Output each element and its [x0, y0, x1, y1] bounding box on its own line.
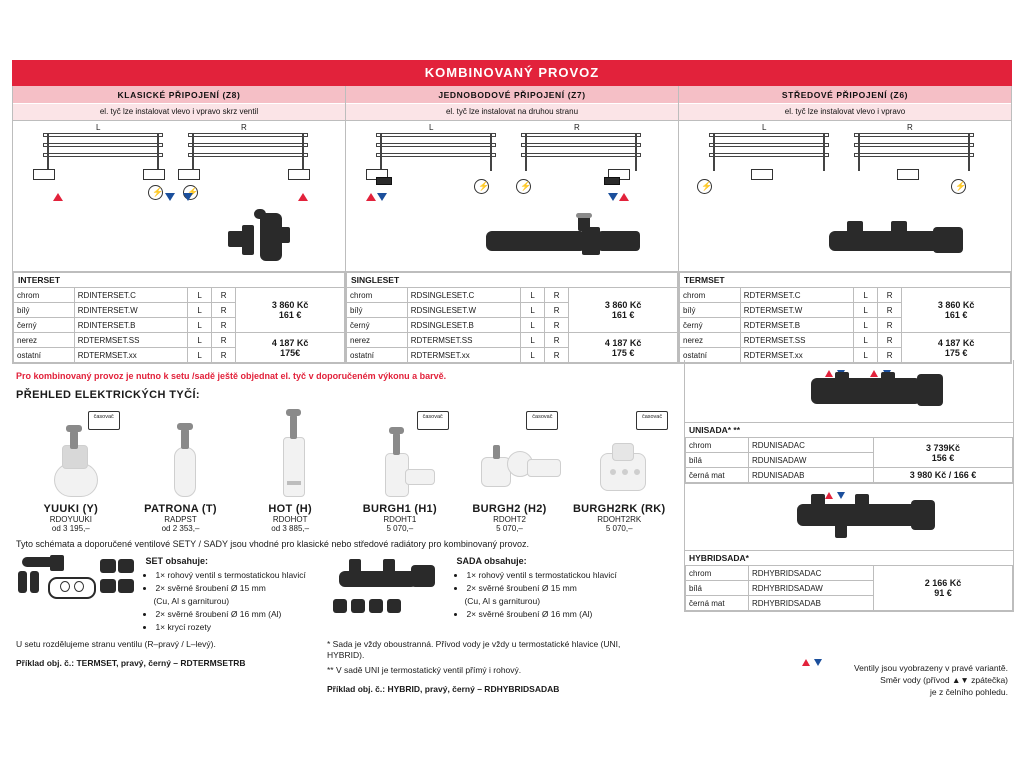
price-czk: 4 187 Kč [271, 337, 309, 348]
table-row [680, 288, 1011, 303]
price-czk: 3 860 Kč [604, 300, 642, 310]
cell-color: bílý [14, 303, 75, 318]
cell-price-top [902, 288, 1011, 333]
bolt-icon: ⚡ [187, 187, 199, 197]
table-interset [13, 287, 345, 363]
cell-code: RDTERMSET.W [740, 303, 853, 318]
arrow-down-icon [165, 193, 175, 201]
closing-note [678, 662, 1008, 698]
set-list [145, 555, 315, 634]
page-title: KOMBINOVANÝ PROVOZ [12, 60, 1012, 86]
rod-price: od 3 195,– [51, 524, 90, 533]
label-right: R [907, 123, 913, 132]
price-tables [12, 272, 1012, 364]
sada-footnote-2: ** V sadě UNI je termostatický ventil přímý i rohový. [327, 665, 522, 675]
closing-line-2: Směr vody (přívod ▲▼ zpátečka) [880, 675, 1008, 685]
rod-name: BURGH1 (H1) [362, 503, 437, 515]
cell-code: RDINTERSET.W [74, 303, 187, 318]
cell-color: černý [14, 318, 75, 333]
valve-left-2 [143, 169, 165, 180]
timer-badge: časovač [526, 411, 558, 430]
cell-r: R [878, 348, 902, 363]
cell-r: R [878, 303, 902, 318]
bolt-icon: ⚡ [152, 187, 164, 197]
cell-l: L [521, 333, 545, 348]
rod-hot [235, 407, 345, 533]
schematic-classic [13, 121, 345, 272]
product-photo-termset [829, 219, 979, 263]
cell-l: L [188, 348, 212, 363]
radiator-left [376, 133, 496, 181]
cell-code: RDHYBRIDSADAC [749, 566, 874, 581]
rods-section-title: PŘEHLED ELEKTRICKÝCH TYČÍ: [16, 389, 200, 401]
rod-image [345, 407, 455, 503]
rod-burgh1 [345, 407, 455, 533]
cell-r: R [212, 318, 236, 333]
closing-line-1: Ventily jsou vyobrazeny v pravé variantě. [853, 663, 1008, 673]
sub-note: Tyto schémata a doporučené ventilové SETY / SADY jsou vhodné pro klasické nebo středové radiátory pro kombinovaný provoz. [16, 539, 529, 549]
cell-color: chrom [686, 438, 749, 453]
cell-code: RDUNISADAW [749, 453, 874, 468]
cell-price-bottom [569, 333, 678, 363]
cell-price [874, 438, 1013, 468]
rod-price: 5 070,– [496, 524, 523, 533]
rod-name: PATRONA (T) [144, 503, 217, 515]
rod-code: RDOHT2RK [597, 515, 642, 524]
table-hybridsada [685, 565, 1013, 611]
price-eur: 156 € [931, 452, 955, 463]
cell-color: černá mat [686, 468, 749, 483]
cell-l: L [521, 318, 545, 333]
arrow-up-icon [298, 193, 308, 201]
cell-r: R [545, 318, 569, 333]
cell-price-bottom [236, 333, 345, 363]
cell-color: chrom [680, 288, 741, 303]
column-head-label: JEDNOBODOVÉ PŘIPOJENÍ (Z7) [346, 86, 678, 104]
cell-color: chrom [347, 288, 408, 303]
cell-l: L [188, 333, 212, 348]
cell-code: RDSINGLESET.B [407, 318, 520, 333]
table-row [347, 333, 678, 348]
cell-l: L [521, 303, 545, 318]
cell-r: R [212, 288, 236, 303]
arrow-up-icon [870, 370, 878, 377]
cell-r: R [212, 303, 236, 318]
column-heads [12, 86, 1012, 272]
unisada-title: UNISADA* ** [685, 422, 1013, 437]
price-eur: 161 € [611, 310, 635, 320]
rod-code: RDOHT1 [383, 515, 417, 524]
rod-code: RADPST [164, 515, 197, 524]
cell-color: nerez [680, 333, 741, 348]
cell-r: R [878, 318, 902, 333]
arrow-down-icon [837, 492, 845, 499]
rod-burgh2 [455, 407, 565, 533]
cell-color: nerez [14, 333, 75, 348]
cell-r: R [212, 348, 236, 363]
label-right: R [574, 123, 580, 132]
arrow-up-icon [619, 193, 629, 201]
cell-color: ostatní [680, 348, 741, 363]
set-block [16, 555, 321, 694]
table-termset [679, 287, 1011, 363]
cell-code: RDSINGLESET.W [407, 303, 520, 318]
set-photo [16, 555, 141, 635]
timer-badge: časovač [88, 411, 120, 430]
cell-r: R [212, 333, 236, 348]
sada-item: (Cu, Al s garniturou) [464, 596, 541, 606]
price-eur: 161 € [944, 310, 968, 320]
cell-code: RDHYBRIDSADAB [749, 596, 874, 611]
cell-color: černá mat [686, 596, 749, 611]
cell-l: L [854, 318, 878, 333]
cell-color: nerez [347, 333, 408, 348]
product-photo-singleset [486, 213, 646, 263]
sada-block [327, 555, 632, 694]
table-row [14, 288, 345, 303]
cell-code: RDTERMSET.SS [740, 333, 853, 348]
cell-color: bílý [680, 303, 741, 318]
hybridsada-title: HYBRIDSADA* [685, 550, 1013, 565]
timer-badge: časovač [636, 411, 668, 430]
sada-example: Příklad obj. č.: HYBRID, pravý, černý – RDHYBRIDSADAB [327, 684, 560, 694]
cell-price-top [569, 288, 678, 333]
bolt-icon: ⚡ [701, 181, 713, 191]
sada-title: SADA obsahuje: [456, 556, 527, 566]
label-left: L [429, 123, 434, 132]
rod-image [235, 407, 345, 503]
cell-price-2: 3 980 Kč / 166 € [874, 468, 1013, 483]
rod-price: od 3 885,– [271, 524, 310, 533]
hybridsada-photo [685, 483, 1013, 550]
cell-r: R [545, 348, 569, 363]
set-item: • 1× rohový ventil s termostatickou hlavicí [155, 569, 315, 581]
valve-left-dark [376, 177, 392, 185]
label-left: L [762, 123, 767, 132]
cell-code: RDTERMSET.SS [74, 333, 187, 348]
bolt-icon: ⚡ [478, 181, 490, 191]
arrow-up-icon [53, 193, 63, 201]
set-example: Příklad obj. č.: TERMSET, pravý, černý – RDTERMSETRB [16, 658, 246, 668]
rod-code: RDOYUUKI [49, 515, 92, 524]
table-row [686, 566, 1013, 581]
price-table-termset [679, 272, 1011, 363]
label-left: L [96, 123, 101, 132]
rod-image [126, 407, 236, 503]
group-title: SINGLESET [346, 272, 678, 287]
price-czk: 3 739Kč [925, 442, 961, 453]
valve-right-dark [604, 177, 620, 185]
rods-row [12, 407, 678, 533]
set-item: • 2× svěrné šroubení Ø 16 mm (Al) [155, 608, 315, 620]
arrow-up-icon [825, 370, 833, 377]
cell-color: černý [347, 318, 408, 333]
right-sets-box [684, 360, 1014, 612]
price-czk: 4 187 Kč [604, 337, 642, 348]
column-sub-label: el. tyč lze instalovat vlevo i vpravo skrz ventil [13, 104, 345, 121]
price-table-singleset [346, 272, 679, 363]
rod-burgh2rk [564, 407, 674, 533]
sada-item: • 1× rohový ventil s termostatickou hlavicí [466, 569, 626, 581]
cell-code: RDTERMSET.xx [407, 348, 520, 363]
cell-r: R [878, 288, 902, 303]
cell-code: RDTERMSET.B [740, 318, 853, 333]
rod-code: RDOHT2 [493, 515, 526, 524]
cell-code: RDTERMSET.C [740, 288, 853, 303]
cell-code: RDUNISADAC [749, 438, 874, 453]
cell-color: bílá [686, 453, 749, 468]
cell-code: RDHYBRIDSADAW [749, 581, 874, 596]
price-eur: 91 € [934, 588, 952, 598]
table-row [14, 333, 345, 348]
cell-code: RDINTERSET.C [74, 288, 187, 303]
cell-color: chrom [686, 566, 749, 581]
arrow-down-icon [608, 193, 618, 201]
cell-code: RDTERMSET.xx [740, 348, 853, 363]
set-item: • 1× krycí rozety [155, 621, 315, 633]
rod-code: RDOHOT [272, 515, 308, 524]
valve-center-left [751, 169, 773, 180]
table-unisada [685, 437, 1013, 483]
cell-price [874, 566, 1013, 611]
table-row [347, 288, 678, 303]
cell-l: L [854, 288, 878, 303]
valve-center-right [897, 169, 919, 180]
sheet [12, 60, 1012, 697]
cell-r: R [545, 288, 569, 303]
set-item: (Cu, Al s garniturou) [153, 596, 230, 606]
price-eur: 175€ [280, 347, 301, 358]
price-czk: 2 166 Kč [924, 578, 962, 588]
column-head-label: STŘEDOVÉ PŘIPOJENÍ (Z6) [679, 86, 1011, 104]
bottom-blocks [12, 553, 678, 694]
price-table-interset [13, 272, 346, 363]
arrow-up-icon [366, 193, 376, 201]
cell-price-bottom [902, 333, 1011, 363]
sada-footnote-1: * Sada je vždy oboustranná. Přívod vody je vždy u termostatické hlavice (UNI, HYBRID). [327, 639, 621, 660]
column-sub-label: el. tyč lze instalovat vlevo i vpravo [679, 104, 1011, 121]
set-footnote: U setu rozdělujeme stranu ventilu (R–pravý / L–levý). [16, 639, 216, 649]
cell-color: ostatní [14, 348, 75, 363]
price-czk: 3 860 Kč [937, 300, 975, 310]
timer-badge: časovač [417, 411, 449, 430]
group-title: TERMSET [679, 272, 1011, 287]
cell-r: R [878, 333, 902, 348]
column-head-label: KLASICKÉ PŘIPOJENÍ (Z8) [13, 86, 345, 104]
price-eur: 161 € [278, 310, 302, 320]
set-item: • 2× svěrné šroubení Ø 15 mm [155, 582, 315, 594]
unisada-photo [685, 360, 1013, 422]
price-czk: 3 860 Kč [271, 300, 309, 310]
set-title: SET obsahuje: [145, 556, 208, 566]
cell-l: L [521, 348, 545, 363]
table-row [680, 333, 1011, 348]
cell-price-top [236, 288, 345, 333]
rod-name: BURGH2RK (RK) [572, 503, 666, 515]
cell-code: RDTERMSET.xx [74, 348, 187, 363]
cell-code: RDSINGLESET.C [407, 288, 520, 303]
rod-price: 5 070,– [605, 524, 633, 533]
bolt-icon: ⚡ [955, 181, 967, 191]
rod-yuuki [16, 407, 126, 533]
schematic-center [679, 121, 1011, 272]
rod-patrona [126, 407, 236, 533]
price-eur: 175 € [944, 347, 968, 358]
cell-color: chrom [14, 288, 75, 303]
table-row [686, 438, 1013, 453]
cell-r: R [545, 303, 569, 318]
cell-code: RDUNISADAB [749, 468, 874, 483]
cell-l: L [854, 333, 878, 348]
column-single [346, 86, 679, 272]
cell-code: RDINTERSET.B [74, 318, 187, 333]
cell-l: L [188, 288, 212, 303]
table-row [686, 468, 1013, 483]
schematic-single [346, 121, 678, 272]
rod-price: od 2 353,– [161, 524, 200, 533]
arrow-down-icon [377, 193, 387, 201]
rod-name: HOT (H) [268, 503, 312, 515]
cell-code: RDTERMSET.SS [407, 333, 520, 348]
cell-l: L [521, 288, 545, 303]
cell-color: ostatní [347, 348, 408, 363]
valve-right-2 [288, 169, 310, 180]
arrow-down-icon [183, 193, 193, 201]
red-note: Pro kombinovaný provoz je nutno k setu /sadě ještě objednat el. tyč v doporučeném výkonu a barvě. [16, 371, 447, 381]
arrow-pair-2 [825, 486, 845, 504]
arrow-up-icon [825, 492, 833, 499]
valve-left-1 [33, 169, 55, 180]
rod-image [16, 407, 126, 503]
column-sub-label: el. tyč lze instalovat na druhou stranu [346, 104, 678, 121]
rod-price: 5 070,– [386, 524, 414, 533]
sada-item: • 2× svěrné šroubení Ø 16 mm (Al) [466, 608, 626, 620]
price-czk: 4 187 Kč [937, 337, 975, 348]
rod-image [564, 407, 674, 503]
rod-name: YUUKI (Y) [43, 503, 99, 515]
cell-r: R [545, 333, 569, 348]
cell-l: L [188, 318, 212, 333]
group-title: INTERSET [13, 272, 345, 287]
closing-line-3: je z čelního pohledu. [930, 687, 1008, 697]
product-photo-interset [208, 209, 328, 267]
cell-l: L [854, 348, 878, 363]
table-singleset [346, 287, 678, 363]
cell-color: bílý [347, 303, 408, 318]
sada-list [456, 555, 626, 621]
valve-right-1 [178, 169, 200, 180]
rod-name: BURGH2 (H2) [472, 503, 547, 515]
sada-item: • 2× svěrné šroubení Ø 15 mm [466, 582, 626, 594]
column-classic [13, 86, 346, 272]
cell-l: L [188, 303, 212, 318]
label-right: R [241, 123, 247, 132]
sada-photo [327, 555, 452, 635]
bolt-icon: ⚡ [520, 181, 532, 191]
cell-color: bílá [686, 581, 749, 596]
column-center [679, 86, 1011, 272]
cell-l: L [854, 303, 878, 318]
price-eur: 175 € [611, 347, 635, 358]
rod-image [455, 407, 565, 503]
cell-color: černý [680, 318, 741, 333]
